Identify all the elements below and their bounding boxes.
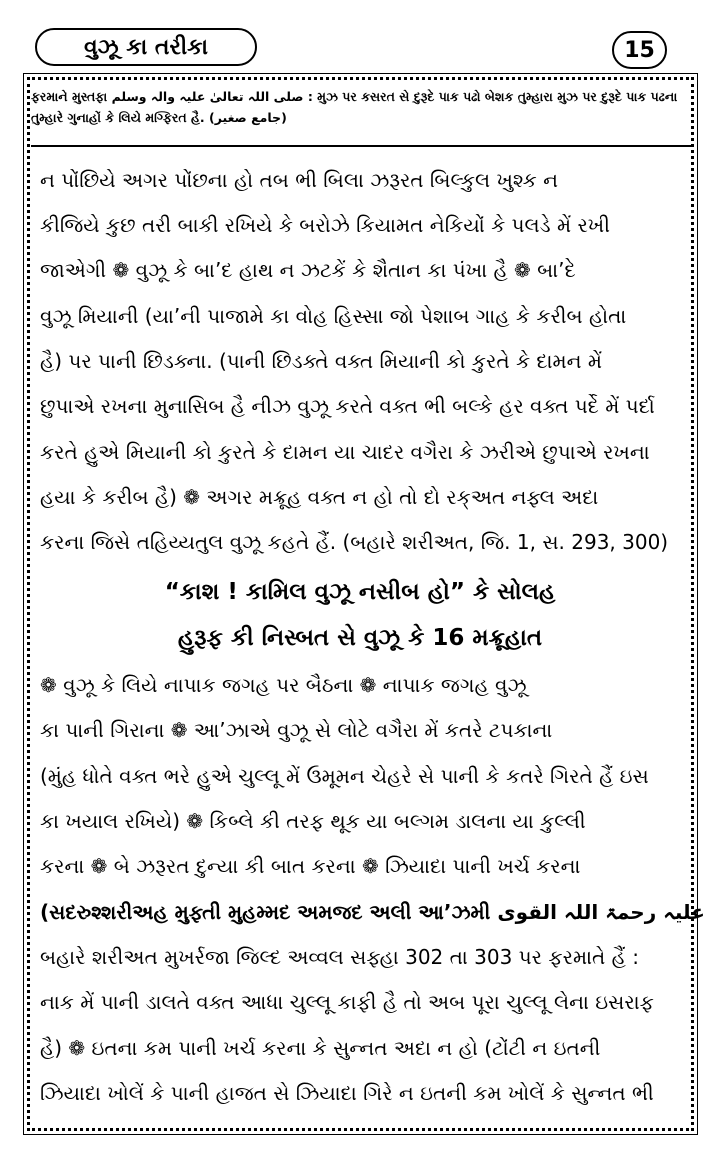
text-line: ન પોંછિયે અગર પોંછના હો તબ ભી બિલા ઝરૂરત બિલ્કુલ ખુશ્ક ન [40,168,559,192]
text-line: ❁ વુઝૂ કે લિયે નાપાક જગહ પર બૈઠના ❁ નાપાક જગહ વુઝૂ [40,673,527,697]
text-line: (સદરુશ્શરીઅહ મુફ્તી મુહમ્મદ અમજદ અલી આ’ઝમી علیہ رحمۃ اللہ القوی [40,900,705,924]
text-line: હૈ) પર પાની છિડક્ના. (પાની છિડક્તે વક્ત મિયાની કો કુરતે કે દામન મેં [40,349,603,373]
durood-banner [31,86,691,142]
text-line: (મુંહ ધોતે વક્ત ભરે હુએ ચુલ્લૂ મેં ઉમૂમન ચેહરે સે પાની કે કતરે ગિરતે હૈં ઇસ [40,764,649,788]
text-line: હયા કે કરીબ હૈ) ❁ અગર મક્રૂહ વક્ત ન હો તો દો રક્અત નફ્લ અદા [40,485,599,509]
section-heading-line-2: હુરૂફ કી નિસ્બત સે વુઝૂ કે 16 મક્રૂહાત [177,625,543,651]
text-line: કીજિયે કુછ તરી બાકી રખિયે કે બરોઝે કિયામત નેકિયોં કે પલડે મેં રખી [40,213,610,237]
text-line: વુઝૂ મિયાની (યા’ની પાજામે કા વોહ હિસ્સા જો પેશાબ ગાહ કે કરીબ હોતા [40,304,627,328]
durood-line-1: ફરમાને મુસ્તફા صلی اللہ تعالیٰ علیہ والہ وسلم : મુઝ પર કસરત સે દુરૂદે પાક પઢો બેશક તુમ્હારા મુઝ પર દુરૂદે પાક પઢના [31,89,678,104]
chapter-title: વુઝૂ કા તરીકા [35,28,257,66]
text-line: છુપાએ રખના મુનાસિબ હૈ નીઝ વુઝૂ કરતે વક્ત ભી બલ્કે હર વક્ત પર્દે મેં પર્દા [40,394,655,418]
section-heading-line-1: “કાશ ! કામિલ વુઝૂ નસીબ હો” કે સોલહ [164,579,556,605]
page-number: 15 [612,31,667,69]
text-line: કરતે હુએ મિયાની કો કુરતે કે દામન યા ચાદર વગૈરા કે ઝરીએ છુપાએ રખના [40,440,650,464]
text-line: કા પાની ગિરાના ❁ આ’ઝાએ વુઝૂ સે લોટે વગૈરા મેં કતરે ટપકાના [40,718,553,742]
text-line: કરના જિસે તહિય્યતુલ વુઝૂ કહતે હૈં. (બહારે શરીઅત, જિ. 1, સ. 293, 300) [40,530,669,554]
text-line: ઝિયાદા ખોલેં કે પાની હાજત સે ઝિયાદા ગિરે ન ઇતની કમ ખોલેં કે સુન્નત ભી [40,1081,654,1105]
text-line: બહારે શરીઅત મુખર્રજા જિલ્દ અવ્વલ સફ્હા 302 તા 303 પર ફરમાતે હૈં : [40,945,639,969]
text-line: કા ખયાલ રખિયે) ❁ કિબ્લે કી તરફ થૂક યા બલ્ગમ ડાલના યા કુલ્લી [40,809,586,833]
durood-divider [31,145,691,147]
text-line: કરના ❁ બે ઝરૂરત દુન્યા કી બાત કરના ❁ ઝિયાદા પાની ખર્ચ કરના [40,854,581,878]
text-line: નાક મેં પાની ડાલતે વક્ત આધા ચુલ્લૂ કાફી હૈ તો અબ પૂરા ચુલ્લૂ લેના ઇસરાફ [40,990,654,1014]
text-line: જાએગી ❁ વુઝૂ કે બા’દ હાથ ન ઝટકેં કે શૈતાન કા પંખા હૈ ❁ બા’દે [40,258,576,282]
text-line: હૈ) ❁ ઇતના કમ પાની ખર્ચ કરના કે સુન્નત અદા ન હો (ટોંટી ન ઇતની [40,1036,601,1060]
durood-line-2: તુમ્હારે ગુનાહોં કે લિયે મગ્ફિરત હૈ. (جامع صغیر) [31,110,287,125]
